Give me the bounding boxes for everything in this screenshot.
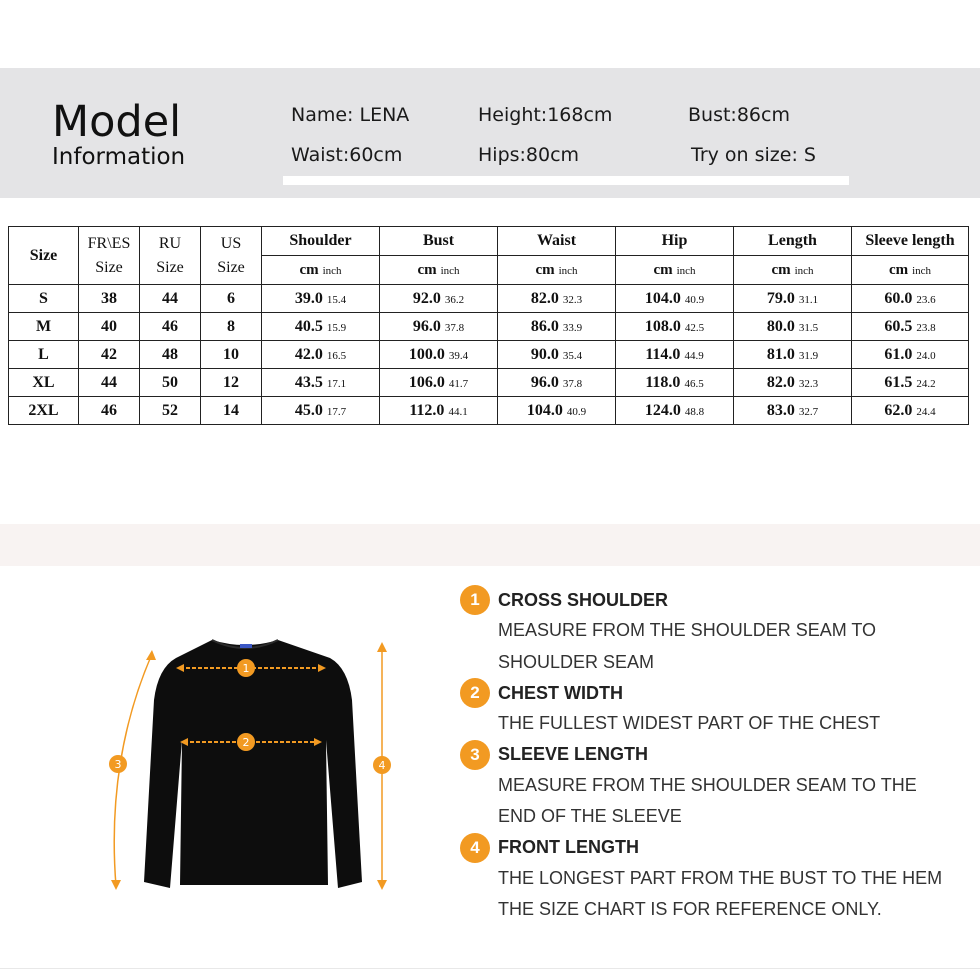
size-cell: L	[9, 341, 79, 369]
measure-cell	[616, 369, 734, 397]
model-hips: Hips:80cm	[478, 144, 580, 166]
header-ru-size-word: Size	[156, 258, 184, 276]
model-waist: Waist:60cm	[291, 144, 403, 166]
measure-cm: 43.5	[294, 373, 323, 391]
measure-inch: 35.4	[562, 349, 583, 362]
header-us-size-word: Size	[217, 258, 245, 276]
measure-inch: 24.0	[916, 349, 936, 362]
header-ru-size	[140, 227, 201, 285]
measure-cm: 79.0	[766, 289, 795, 307]
header-sleeve-length: Sleeve length	[852, 227, 969, 256]
measure-cm: 100.0	[408, 345, 445, 363]
unit-header	[734, 256, 852, 285]
measure-cell	[734, 397, 852, 425]
marker-4: 4	[378, 759, 386, 772]
measure-cm: 39.0	[294, 289, 323, 307]
header-hip: Hip	[616, 227, 734, 256]
measure-cm: 61.5	[884, 373, 913, 391]
guide-item	[460, 833, 970, 926]
measure-cell	[380, 341, 498, 369]
measure-inch: 37.8	[444, 321, 465, 334]
measure-cell	[498, 341, 616, 369]
sweater-diagram	[100, 620, 400, 910]
ru-cell: 50	[140, 369, 201, 397]
measure-cell	[498, 369, 616, 397]
measure-inch: 37.8	[562, 377, 583, 390]
size-cell: M	[9, 313, 79, 341]
guide-item-description: SHOULDER SEAM	[498, 651, 655, 672]
measure-cm: 92.0	[412, 289, 441, 307]
marker-3: 3	[114, 758, 122, 771]
bottom-divider	[0, 968, 980, 969]
unit-header	[380, 256, 498, 285]
guide-item	[460, 678, 970, 740]
measure-cell	[852, 369, 969, 397]
sweater-label-tag	[240, 644, 252, 648]
measure-cell	[616, 341, 734, 369]
measure-inch: 40.9	[684, 293, 705, 306]
measure-inch: 39.4	[448, 349, 469, 362]
guide-item-title: FRONT LENGTH	[498, 837, 639, 857]
unit-cm: cm	[888, 261, 909, 278]
measure-inch: 33.9	[562, 321, 583, 334]
ru-cell: 52	[140, 397, 201, 425]
measure-inch: 40.9	[566, 405, 587, 418]
measure-inch: 23.8	[916, 321, 936, 334]
size-chart-table	[8, 226, 969, 425]
measure-cell	[734, 341, 852, 369]
unit-inch: inch	[794, 264, 814, 277]
measure-cell	[498, 285, 616, 313]
header-fres-size	[79, 227, 140, 285]
measure-cm: 112.0	[409, 401, 445, 419]
measure-cm: 40.5	[294, 317, 323, 335]
measure-inch: 16.5	[326, 349, 347, 362]
table-row	[9, 313, 969, 341]
measure-cm: 124.0	[644, 401, 681, 419]
fres-cell: 38	[79, 285, 140, 313]
measure-cm: 83.0	[766, 401, 795, 419]
unit-cm: cm	[653, 261, 673, 278]
guide-item-header	[460, 585, 970, 615]
guide-item-title: SLEEVE LENGTH	[498, 744, 649, 764]
guide-item-description: MEASURE FROM THE SHOULDER SEAM TO THE	[498, 774, 917, 795]
measure-cell	[734, 369, 852, 397]
measure-inch: 17.7	[326, 405, 347, 418]
guide-item-header	[460, 833, 970, 863]
unit-cm: cm	[535, 261, 555, 278]
measure-cell	[616, 397, 734, 425]
measure-inch: 32.7	[798, 405, 819, 418]
measure-cm: 62.0	[884, 401, 913, 419]
measure-inch: 36.2	[444, 293, 465, 306]
guide-number-badge: 3	[460, 740, 490, 770]
unit-inch: inch	[676, 264, 696, 277]
model-title: Model	[52, 97, 182, 147]
measure-cm: 82.0	[530, 289, 559, 307]
us-cell: 6	[201, 285, 262, 313]
measure-inch: 42.5	[684, 321, 705, 334]
measure-cell	[262, 341, 380, 369]
measure-cm: 96.0	[412, 317, 441, 335]
measure-cell	[852, 397, 969, 425]
model-try-on-size: Try on size: S	[691, 144, 816, 166]
measure-cm: 104.0	[526, 401, 563, 419]
measure-cm: 80.0	[766, 317, 795, 335]
measure-inch: 32.3	[562, 293, 583, 306]
measure-cell	[498, 313, 616, 341]
fres-cell: 44	[79, 369, 140, 397]
length-arrowhead-bottom	[377, 880, 387, 890]
marker-2: 2	[242, 736, 250, 749]
measure-cell	[498, 397, 616, 425]
header-fres-label: FR\ES	[87, 234, 131, 252]
unit-header	[616, 256, 734, 285]
guide-item	[460, 740, 970, 833]
fres-cell: 46	[79, 397, 140, 425]
measure-cell	[380, 397, 498, 425]
header-waist: Waist	[498, 227, 616, 256]
model-bust: Bust:86cm	[688, 104, 790, 126]
measure-cm: 86.0	[530, 317, 559, 335]
measure-cm: 45.0	[294, 401, 323, 419]
unit-header	[498, 256, 616, 285]
length-arrowhead-top	[377, 642, 387, 652]
measure-cell	[262, 397, 380, 425]
header-bust: Bust	[380, 227, 498, 256]
size-cell: 2XL	[9, 397, 79, 425]
ru-cell: 44	[140, 285, 201, 313]
model-name: Name: LENA	[291, 104, 410, 126]
measure-cell	[734, 313, 852, 341]
measure-cell	[380, 285, 498, 313]
measure-inch: 48.8	[684, 405, 705, 418]
ru-cell: 48	[140, 341, 201, 369]
measure-cell	[616, 313, 734, 341]
measure-inch: 15.4	[326, 293, 347, 306]
fres-cell: 42	[79, 341, 140, 369]
model-subtitle: Information	[52, 144, 186, 170]
measure-cm: 104.0	[644, 289, 681, 307]
size-cell: XL	[9, 369, 79, 397]
unit-inch: inch	[558, 264, 578, 277]
unit-cm: cm	[299, 261, 319, 278]
table-row	[9, 397, 969, 425]
table-row	[9, 285, 969, 313]
unit-inch: inch	[322, 264, 342, 277]
measure-cell	[262, 313, 380, 341]
measure-inch: 15.9	[326, 321, 347, 334]
measure-inch: 44.1	[448, 405, 468, 418]
header-us-label: US	[220, 234, 242, 252]
guide-number-badge: 2	[460, 678, 490, 708]
measure-cell	[852, 313, 969, 341]
guide-item-description: MEASURE FROM THE SHOULDER SEAM TO	[498, 620, 877, 640]
guide-item-description: THE LONGEST PART FROM THE BUST TO THE HEM	[498, 867, 943, 888]
measure-cm: 114.0	[645, 345, 681, 363]
unit-inch: inch	[440, 264, 460, 277]
measure-cell	[380, 313, 498, 341]
measure-cell	[262, 285, 380, 313]
guide-item-title: CHEST WIDTH	[498, 682, 623, 703]
unit-cm: cm	[771, 261, 791, 278]
header-length: Length	[734, 227, 852, 256]
guide-item-description: END OF THE SLEEVE	[498, 806, 682, 826]
measure-inch: 31.1	[798, 293, 819, 306]
section-divider-band	[0, 524, 980, 566]
table-row	[9, 341, 969, 369]
size-table-body	[9, 285, 969, 425]
guide-number-badge: 1	[460, 585, 490, 615]
unit-header	[262, 256, 380, 285]
guide-item-title: CROSS SHOULDER	[498, 589, 669, 610]
guide-item	[460, 585, 970, 678]
measure-cell	[852, 341, 969, 369]
us-cell: 14	[201, 397, 262, 425]
measure-inch: 31.5	[798, 321, 819, 334]
header-shoulder: Shoulder	[262, 227, 380, 256]
measure-inch: 24.2	[916, 377, 936, 390]
measure-cell	[734, 285, 852, 313]
us-cell: 8	[201, 313, 262, 341]
measure-inch: 32.3	[798, 377, 819, 390]
measure-cell	[852, 285, 969, 313]
us-cell: 12	[201, 369, 262, 397]
measure-cm: 108.0	[644, 317, 681, 335]
measure-cm: 60.0	[884, 289, 913, 307]
model-height: Height:168cm	[478, 104, 613, 126]
measure-inch: 17.1	[326, 377, 347, 390]
measure-cm: 60.5	[884, 317, 913, 335]
guide-number-badge: 4	[460, 833, 490, 863]
measure-cell	[616, 285, 734, 313]
guide-item-header	[460, 678, 970, 708]
header-size: Size	[9, 227, 79, 285]
sleeve-arrowhead-bottom	[111, 880, 121, 890]
marker-1: 1	[242, 662, 250, 675]
measurement-guide	[460, 585, 970, 926]
measure-cm: 90.0	[530, 345, 559, 363]
header-us-size	[201, 227, 262, 285]
unit-inch: inch	[912, 264, 932, 277]
size-cell: S	[9, 285, 79, 313]
model-underline	[283, 176, 849, 185]
header-fres-size-word: Size	[95, 258, 123, 276]
measure-inch: 44.9	[684, 349, 704, 362]
sleeve-arrowhead-top	[146, 650, 156, 660]
measure-cm: 61.0	[884, 345, 913, 363]
measure-inch: 24.4	[916, 405, 936, 418]
guide-item-description: THE FULLEST WIDEST PART OF THE CHEST	[498, 713, 881, 733]
measure-inch: 31.9	[798, 349, 819, 362]
measure-cm: 81.0	[766, 345, 795, 363]
measure-cm: 82.0	[766, 373, 795, 391]
guide-item-description: THE SIZE CHART IS FOR REFERENCE ONLY.	[498, 899, 882, 919]
measure-inch: 41.7	[448, 377, 469, 390]
fres-cell: 40	[79, 313, 140, 341]
measure-cm: 96.0	[530, 373, 559, 391]
measure-cell	[380, 369, 498, 397]
measure-cm: 118.0	[645, 373, 681, 391]
measure-cm: 106.0	[408, 373, 445, 391]
unit-header	[852, 256, 969, 285]
ru-cell: 46	[140, 313, 201, 341]
guide-item-header	[460, 740, 970, 770]
table-row	[9, 369, 969, 397]
sweater-illustration	[100, 620, 400, 910]
header-ru-label: RU	[158, 234, 182, 252]
measure-inch: 46.5	[684, 377, 704, 390]
unit-cm: cm	[417, 261, 437, 278]
measure-cm: 42.0	[294, 345, 323, 363]
sweater-shape	[144, 640, 362, 888]
measure-inch: 23.6	[916, 293, 936, 306]
measure-cell	[262, 369, 380, 397]
us-cell: 10	[201, 341, 262, 369]
